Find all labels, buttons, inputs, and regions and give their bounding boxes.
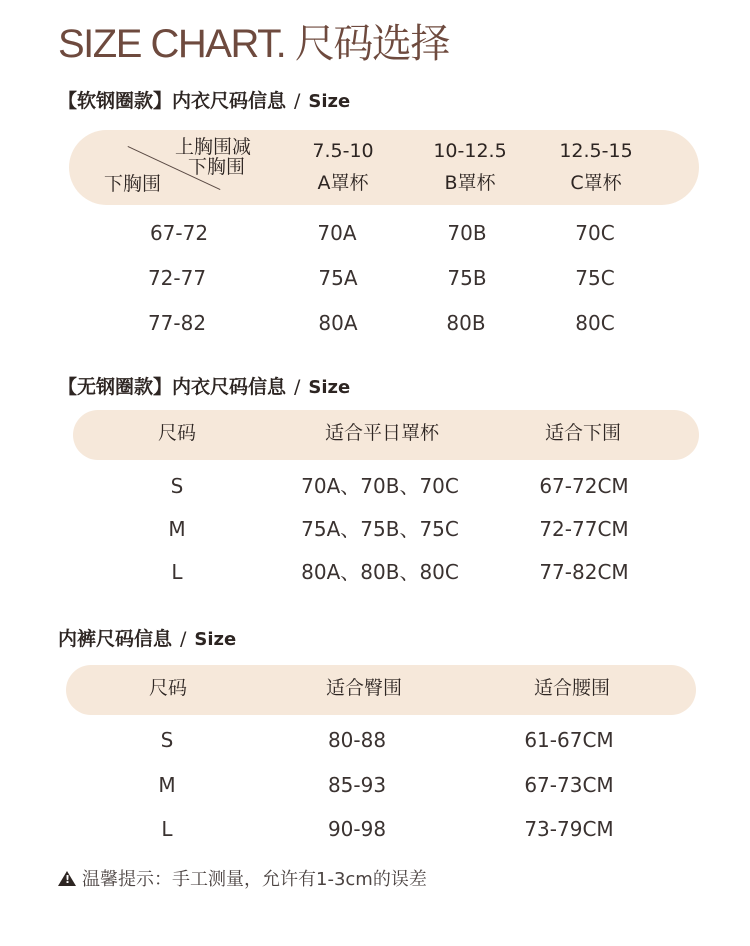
table-cell: 67-72 <box>149 221 209 245</box>
table-cell: 70C <box>575 221 615 245</box>
table-cell: 70B <box>447 221 487 245</box>
diag-bottom-label: 下胸围 <box>104 173 162 195</box>
table-cell: M <box>168 517 186 541</box>
page-title: SIZE CHART. 尺码选择 <box>58 22 449 66</box>
table-cell: S <box>170 474 184 498</box>
column-header: 适合臀围 <box>325 677 403 699</box>
table-cell: 61-67CM <box>524 728 614 752</box>
table-cell: M <box>158 773 176 797</box>
column-header: 尺码 <box>157 422 197 444</box>
diag-top-line2: 下胸围 <box>188 156 246 178</box>
measurement-tip <box>58 865 427 891</box>
table-cell: 72-77 <box>147 266 207 290</box>
table-cell: 70A、70B、70C <box>301 474 459 498</box>
table-cell: 77-82 <box>147 311 207 335</box>
section-title: 内裤尺码信息 <box>58 628 173 650</box>
table-cell: 80C <box>575 311 615 335</box>
size-label: Size <box>194 629 237 650</box>
section-title: 【软钢圈款】内衣尺码信息 <box>58 90 287 112</box>
table-cell: 67-72CM <box>539 474 629 498</box>
size-label: Size <box>308 377 351 398</box>
table-cell: 90-98 <box>327 817 387 841</box>
column-header: 尺码 <box>148 677 188 699</box>
column-header-cup: B罩杯 <box>444 172 496 194</box>
column-header-cup: C罩杯 <box>570 172 622 194</box>
table-cell: 75B <box>447 266 487 290</box>
column-header: 适合下围 <box>544 422 622 444</box>
table-cell: 80A <box>318 311 358 335</box>
table-cell: 75A <box>318 266 358 290</box>
table-cell: L <box>161 817 173 841</box>
section-heading-underwire <box>58 86 350 113</box>
table-cell: 72-77CM <box>539 517 629 541</box>
column-header-range: 12.5-15 <box>559 140 633 162</box>
column-header-range: 7.5-10 <box>312 140 374 162</box>
table-cell: 80A、80B、80C <box>301 560 459 584</box>
table-cell: 80-88 <box>327 728 387 752</box>
separator: / <box>180 628 187 650</box>
separator: / <box>294 90 301 112</box>
table-cell: L <box>171 560 183 584</box>
column-header-range: 10-12.5 <box>433 140 507 162</box>
table-cell: 70A <box>317 221 357 245</box>
diag-top-line1: 上胸围减 <box>175 136 252 158</box>
table-cell: 85-93 <box>327 773 387 797</box>
table-cell: 75C <box>575 266 615 290</box>
separator: / <box>294 376 301 398</box>
column-header: 适合腰围 <box>533 677 611 699</box>
column-header-cup: A罩杯 <box>317 172 369 194</box>
warning-icon <box>58 871 76 886</box>
table-cell: 80B <box>446 311 486 335</box>
table-cell: 73-79CM <box>524 817 614 841</box>
section-heading-wirefree <box>58 372 350 399</box>
section-title: 【无钢圈款】内衣尺码信息 <box>58 376 287 398</box>
size-label: Size <box>308 91 351 112</box>
table-cell: 77-82CM <box>539 560 629 584</box>
table-cell: 67-73CM <box>524 773 614 797</box>
table-cell: 75A、75B、75C <box>301 517 459 541</box>
column-header: 适合平日罩杯 <box>324 422 440 444</box>
tip-text: 温馨提示：手工测量，允许有1-3cm的误差 <box>82 869 427 890</box>
section-heading-panties <box>58 624 236 651</box>
table-cell: S <box>160 728 174 752</box>
